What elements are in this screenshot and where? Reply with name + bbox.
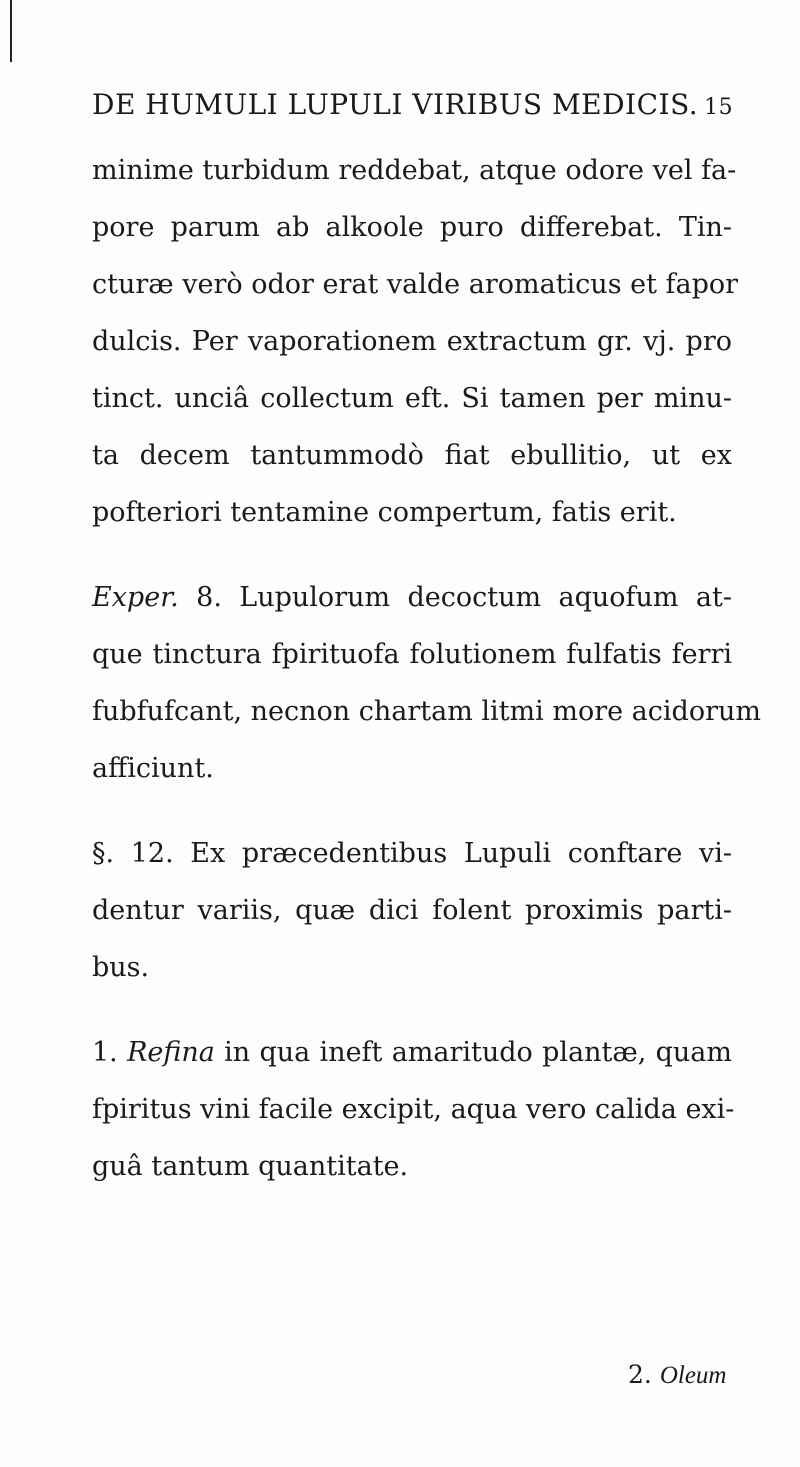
catchword [628, 1360, 726, 1390]
page-number: 15 [704, 95, 734, 120]
text-line: pofteriori tentamine compertum, fatis erit. [92, 497, 677, 528]
page-edge-rule [10, 0, 12, 62]
catchword-number: 2. [628, 1360, 652, 1389]
text-line: ta decem tantummodò fiat ebullitio, ut ex [92, 440, 732, 471]
section-heading-line: §. 12. Ex præcedentibus Lupuli conftare vi- [92, 838, 732, 869]
text-line: fpiritus vini facile excipit, aqua vero calida exi- [92, 1094, 735, 1125]
text-line: dulcis. Per vaporationem extractum gr. vj. pro [92, 326, 732, 357]
text-line: pore parum ab alkoole puro differebat. Tin- [92, 212, 732, 243]
text-line: minime turbidum reddebat, atque odore vel fa- [92, 155, 737, 186]
text-line: cturæ verò odor erat valde aromaticus et fapor [92, 269, 739, 300]
text-line: 1. Refina in qua ineft amaritudo plantæ, quam [92, 1037, 732, 1068]
text-line: guâ tantum quantitate. [92, 1151, 409, 1182]
running-header [92, 88, 732, 121]
item-label: Refina [127, 1037, 215, 1068]
item-number: 1. [92, 1037, 118, 1068]
text-line: afficiunt. [92, 753, 214, 784]
catchword-text: Oleum [659, 1362, 727, 1389]
text-line: tinct. unciâ collectum eft. Si tamen per minu- [92, 383, 732, 414]
experiment-label: Exper. [92, 582, 179, 613]
text-line: dentur variis, quæ dici folent proximis parti- [92, 895, 732, 926]
header-title: DE HUMULI LUPULI VIRIBUS MEDICIS. [92, 88, 699, 121]
text-line: que tinctura fpirituofa folutionem fulfatis ferri [92, 639, 732, 670]
text-line: fubfufcant, necnon chartam litmi more acidorum [92, 696, 761, 727]
text-line: Exper. 8. Lupulorum decoctum aquofum at- [92, 582, 732, 613]
text-line: bus. [92, 952, 150, 983]
